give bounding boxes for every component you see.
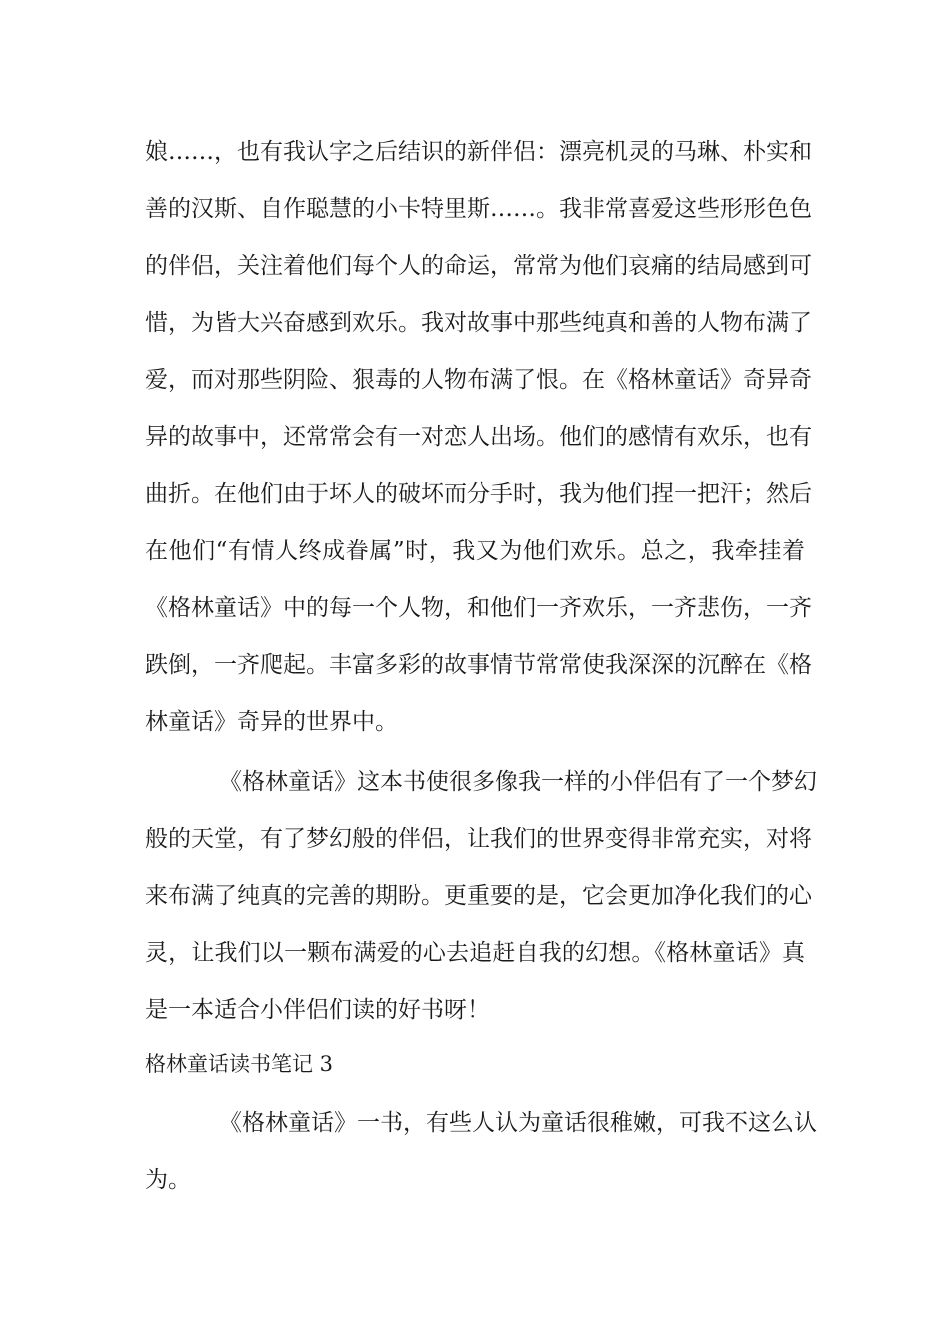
paragraph-1-line-2: 善的汉斯、自作聪慧的小卡特里斯……。我非常喜爱这些形形色色 (145, 196, 812, 222)
paragraph-1-line-9: 《格林童话》中的每一个人物，和他们一齐欢乐，一齐悲伤，一齐 (145, 595, 812, 621)
paragraph-2-line-3: 来布满了纯真的完善的期盼。更重要的是，它会更加净化我们的心 (145, 883, 812, 909)
paragraph-2-line-5: 是一本适合小伴侣们读的好书呀！ (145, 997, 490, 1023)
paragraph-1-line-10: 跌倒，一齐爬起。丰富多彩的故事情节常常使我深深的沉醉在《格 (145, 652, 812, 678)
paragraph-2-line-2: 般的天堂，有了梦幻般的伴侣，让我们的世界变得非常充实，对将 (145, 826, 812, 852)
paragraph-2-line-4: 灵，让我们以一颗布满爱的心去追赶自我的幻想。《格林童话》真 (145, 940, 805, 966)
paragraph-1-line-6: 异的故事中，还常常会有一对恋人出场。他们的感情有欢乐，也有 (145, 424, 812, 450)
paragraph-1-line-4: 惜，为皆大兴奋感到欢乐。我对故事中那些纯真和善的人物布满了 (145, 310, 812, 336)
paragraph-1-line-8: 在他们“有情人终成眷属”时，我又为他们欢乐。总之，我牵挂着 (145, 538, 805, 564)
paragraph-2-line-1: 《格林童话》这本书使很多像我一样的小伴侣有了一个梦幻 (219, 769, 817, 795)
paragraph-3-line-2: 为。 (145, 1167, 191, 1193)
paragraph-1-line-7: 曲折。在他们由于坏人的破坏而分手时，我为他们捏一把汗；然后 (145, 481, 812, 507)
paragraph-1-line-1: 娘……，也有我认字之后结识的新伴侣：漂亮机灵的马琳、朴实和 (145, 139, 812, 165)
paragraph-1-line-11: 林童话》奇异的世界中。 (145, 709, 398, 735)
section-heading: 格林童话读书笔记 3 (145, 1052, 334, 1076)
paragraph-1-line-3: 的伴侣，关注着他们每个人的命运，常常为他们哀痛的结局感到可 (145, 253, 812, 279)
paragraph-1-line-5: 爱，而对那些阴险、狠毒的人物布满了恨。在《格林童话》奇异奇 (145, 367, 812, 393)
paragraph-3-line-1: 《格林童话》一书，有些人认为童话很稚嫩，可我不这么认 (219, 1110, 817, 1136)
